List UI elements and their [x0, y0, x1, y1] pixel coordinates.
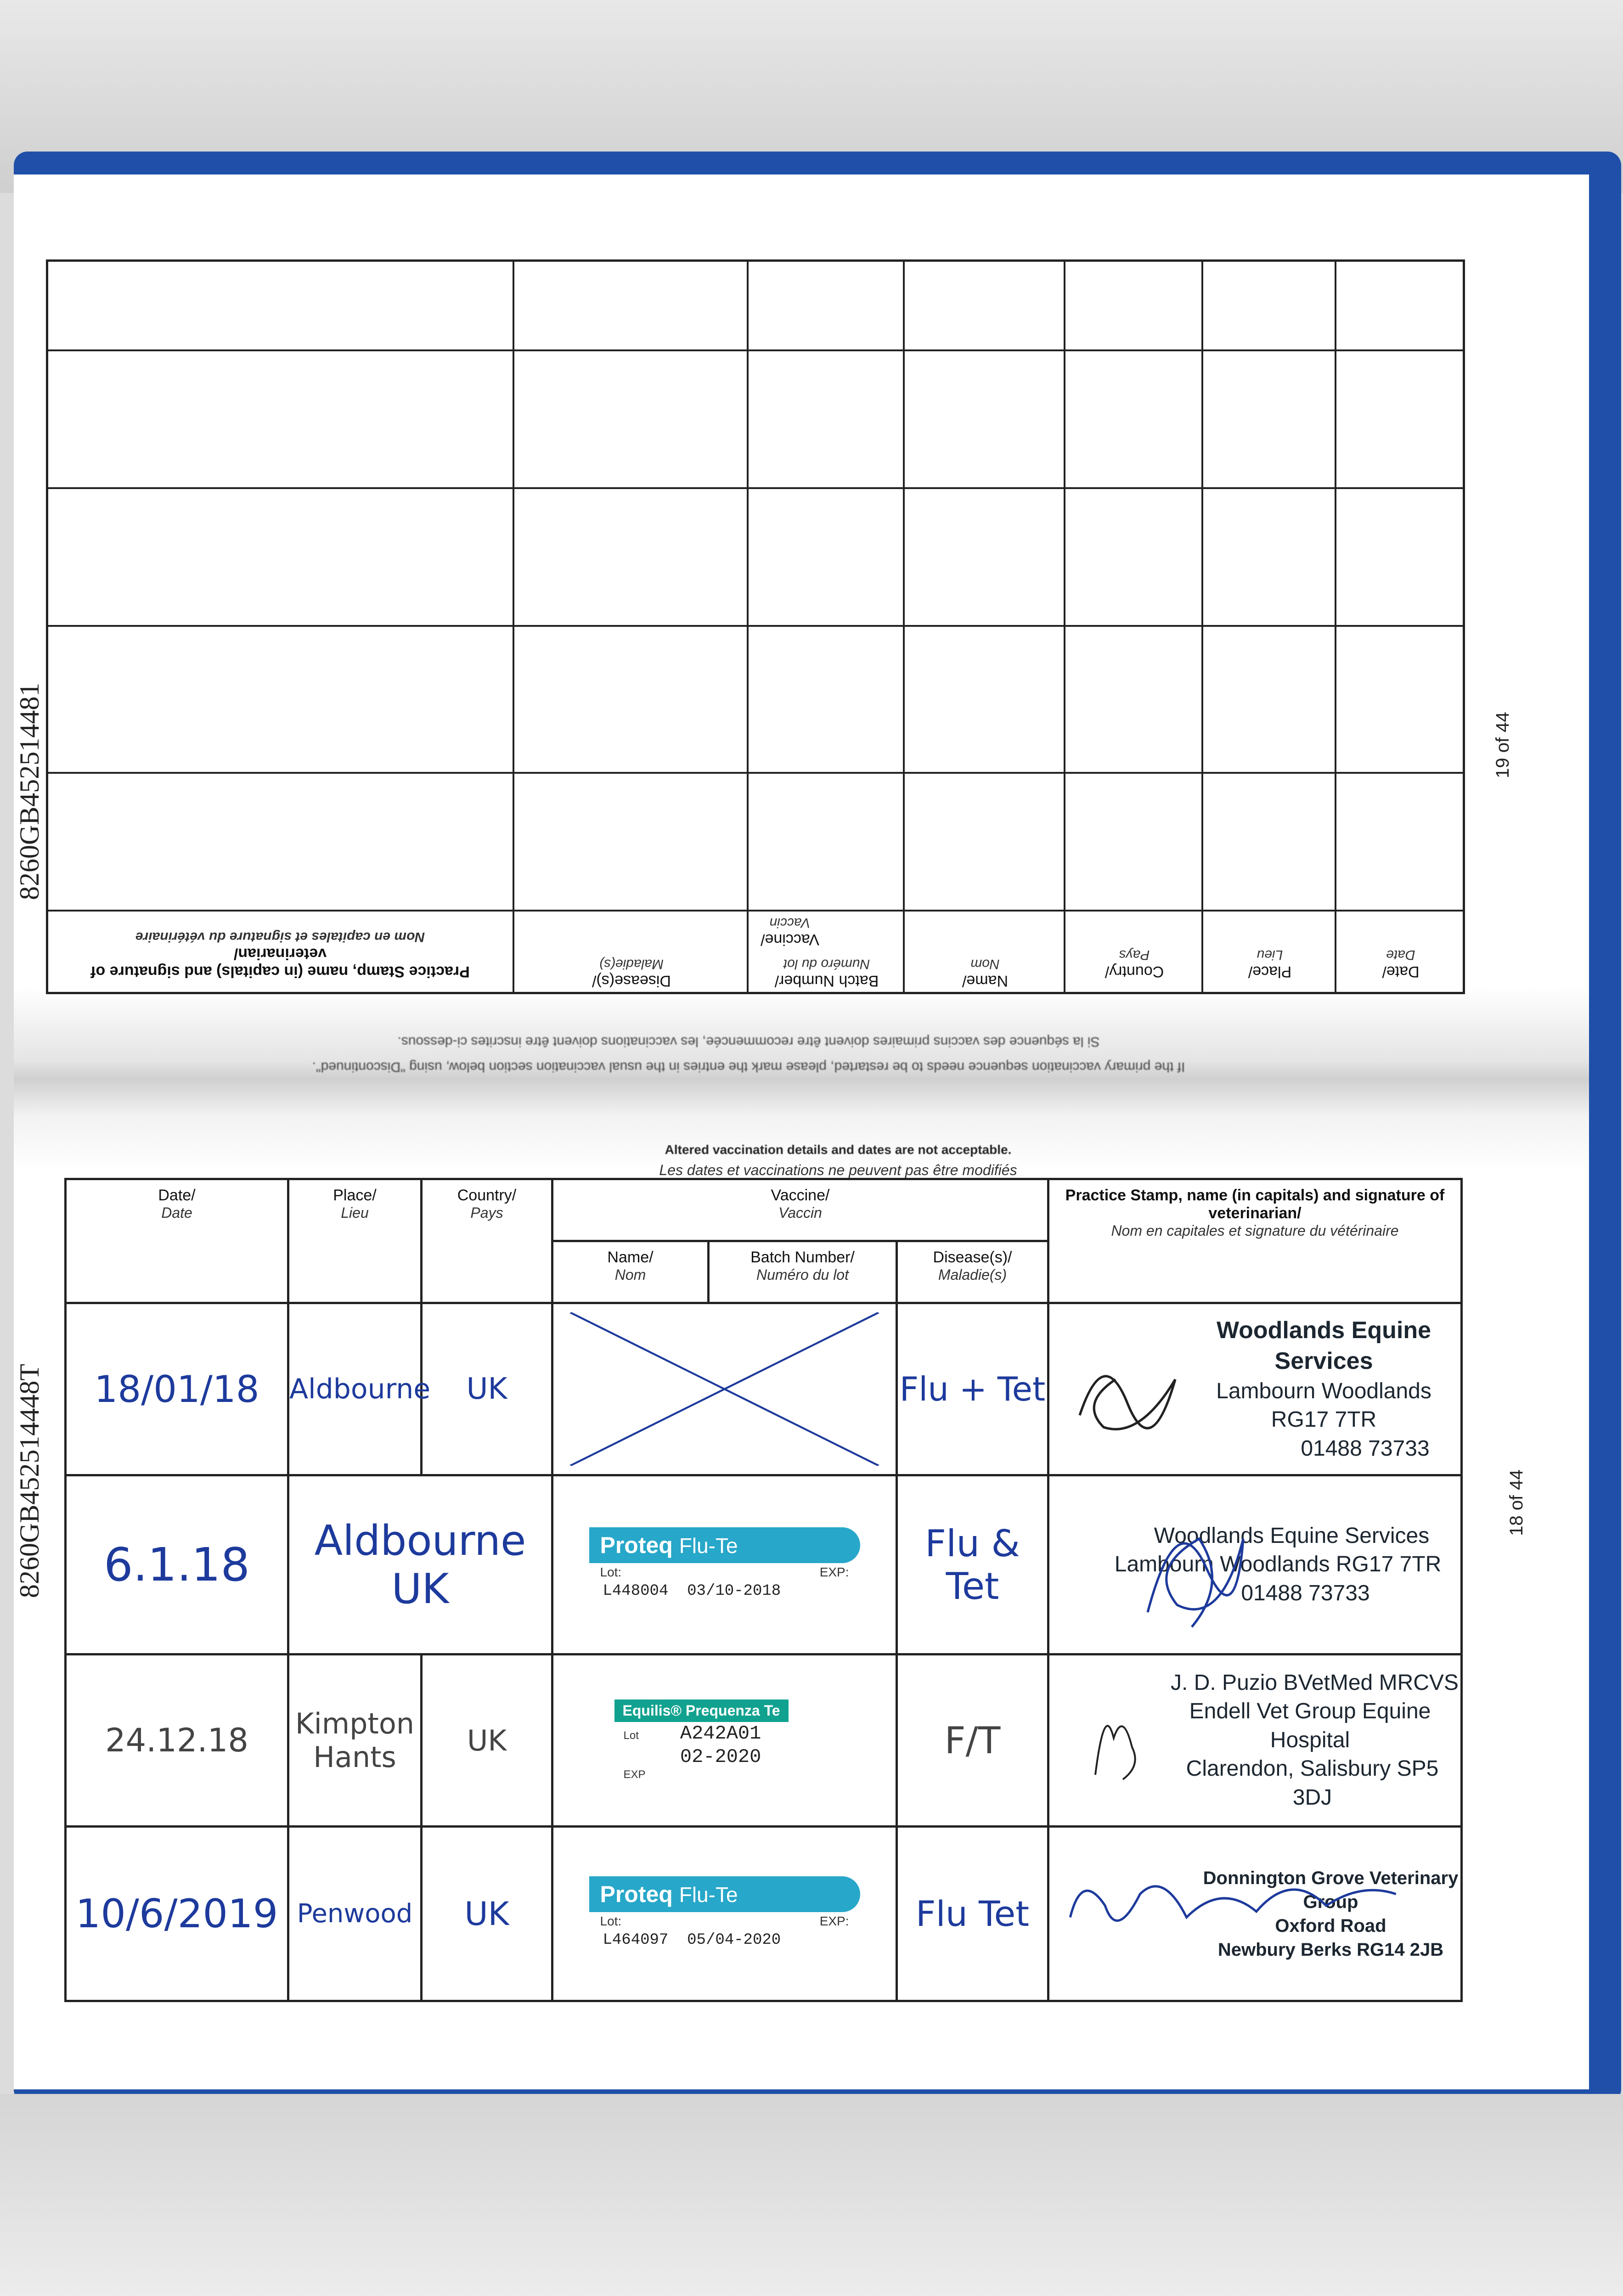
vet-signature	[1068, 1669, 1160, 1807]
upper-header-date: Date/ Date	[1382, 947, 1420, 980]
upper-note-en: If the primary vaccination sequence needs to be restarted, please mark the entries in the usual vaccination section below, using "Discontinued".	[312, 1059, 1185, 1075]
row1-vaccine-crossed	[552, 1303, 897, 1475]
upper-page-number: 19 of 44	[1492, 712, 1513, 778]
row1-stamp: Woodlands Equine Services Lambourn Woodlands RG17 7TR 01488 73733	[1048, 1303, 1462, 1475]
upper-header-batch: Batch Number/ Numéro du lot	[774, 957, 879, 990]
header-vaccine: Vaccine/ Vaccin	[552, 1179, 1048, 1241]
row4-disease: Flu Tet	[897, 1827, 1048, 2001]
row2-place: Aldbourne UK	[288, 1475, 552, 1654]
row3-stamp: J. D. Puzio BVetMed MRCVS Endell Vet Group Equine Hospital Clarendon, Salisbury SP5 3DJ	[1048, 1654, 1462, 1827]
row3-country: UK	[422, 1654, 552, 1827]
row3-date: 24.12.18	[66, 1654, 288, 1827]
notice-en: Altered vaccination details and dates are not acceptable.	[665, 1142, 1012, 1157]
row4-vaccine-label	[552, 1827, 897, 2001]
serial-upper: 8260GB452514481	[14, 682, 45, 900]
vaccination-table	[64, 1178, 1463, 2002]
row4-place: Penwood	[288, 1827, 422, 2001]
upper-header-place: Place/ Lieu	[1248, 947, 1292, 980]
row4-stamp: Donnington Grove Veterinary Group Oxford Road Newbury Berks RG14 2JB	[1048, 1827, 1462, 2001]
row2-vaccine-label	[552, 1475, 897, 1654]
row2-date: 6.1.18	[66, 1475, 288, 1654]
header-disease: Disease(s)/ Maladie(s)	[897, 1241, 1048, 1303]
lower-page-number: 18 of 44	[1506, 1469, 1527, 1536]
header-date: Date/ Date	[66, 1179, 288, 1303]
scan-background-bottom	[0, 2094, 1623, 2296]
upper-header-stamp: Practice Stamp, name (in capitals) and signature of veterinarian/ Nom en capitales et signature du vétérinaire	[90, 929, 470, 980]
row3-disease: F/T	[897, 1654, 1048, 1827]
row1-country: UK	[422, 1303, 552, 1475]
row3-place: Kimpton Hants	[288, 1654, 422, 1827]
row4-date: 10/6/2019	[66, 1827, 288, 2001]
row1-disease: Flu + Tet	[897, 1303, 1048, 1475]
upper-header-country: Country/ Pays	[1105, 947, 1164, 980]
proteq-label: Proteq Flu-Te Lot: EXP: L448004 03/10-2018	[589, 1527, 860, 1603]
notice-fr: Les dates et vaccinations ne peuvent pas être modifiés	[659, 1162, 1017, 1178]
header-name: Name/ Nom	[552, 1241, 709, 1303]
equilis-label: Equilis® Prequenza Te Lot A242A01 02-2020 EXP	[614, 1699, 835, 1781]
header-stamp: Practice Stamp, name (in capitals) and signature of veterinarian/ Nom en capitales et signature du vétérinaire	[1048, 1179, 1462, 1303]
header-place: Place/ Lieu	[288, 1179, 422, 1303]
table-row	[66, 1475, 1462, 1654]
upper-header-vaccine: Vaccine/ Vaccin	[761, 915, 819, 948]
header-batch: Batch Number/ Numéro du lot	[709, 1241, 897, 1303]
vet-signature	[1059, 1846, 1408, 1965]
row3-vaccine-label	[552, 1654, 897, 1827]
upper-header-name: Name/ Nom	[962, 957, 1009, 990]
row2-disease: Flu & Tet	[897, 1475, 1048, 1654]
upper-grid	[46, 259, 1465, 994]
header-country: Country/ Pays	[422, 1179, 552, 1303]
table-row	[66, 1654, 1462, 1827]
vet-signature	[1068, 1332, 1187, 1451]
row4-country: UK	[422, 1827, 552, 2001]
serial-lower: 8260GB452514448T	[14, 1364, 45, 1598]
row1-place: Aldbourne	[288, 1303, 422, 1475]
row2-stamp: Woodlands Equine Services Lambourn Woodlands RG17 7TR 01488 73733	[1048, 1475, 1462, 1654]
upper-header-disease: Disease(s)/ Maladie(s)	[592, 957, 671, 990]
row1-date: 18/01/18	[66, 1303, 288, 1475]
upper-page-table	[46, 259, 1465, 1075]
proteq-label: Proteq Flu-Te Lot: EXP: L464097 05/04-2020	[589, 1876, 860, 1952]
table-row	[66, 1827, 1462, 2001]
table-row	[66, 1303, 1462, 1475]
upper-note-fr: Si la séquence des vaccins primaires doivent être recommencée, les vaccinations doivent être inscrites ci-dessous.	[397, 1034, 1100, 1049]
vet-signature	[1109, 1495, 1274, 1642]
cross-out-mark	[553, 1304, 896, 1474]
